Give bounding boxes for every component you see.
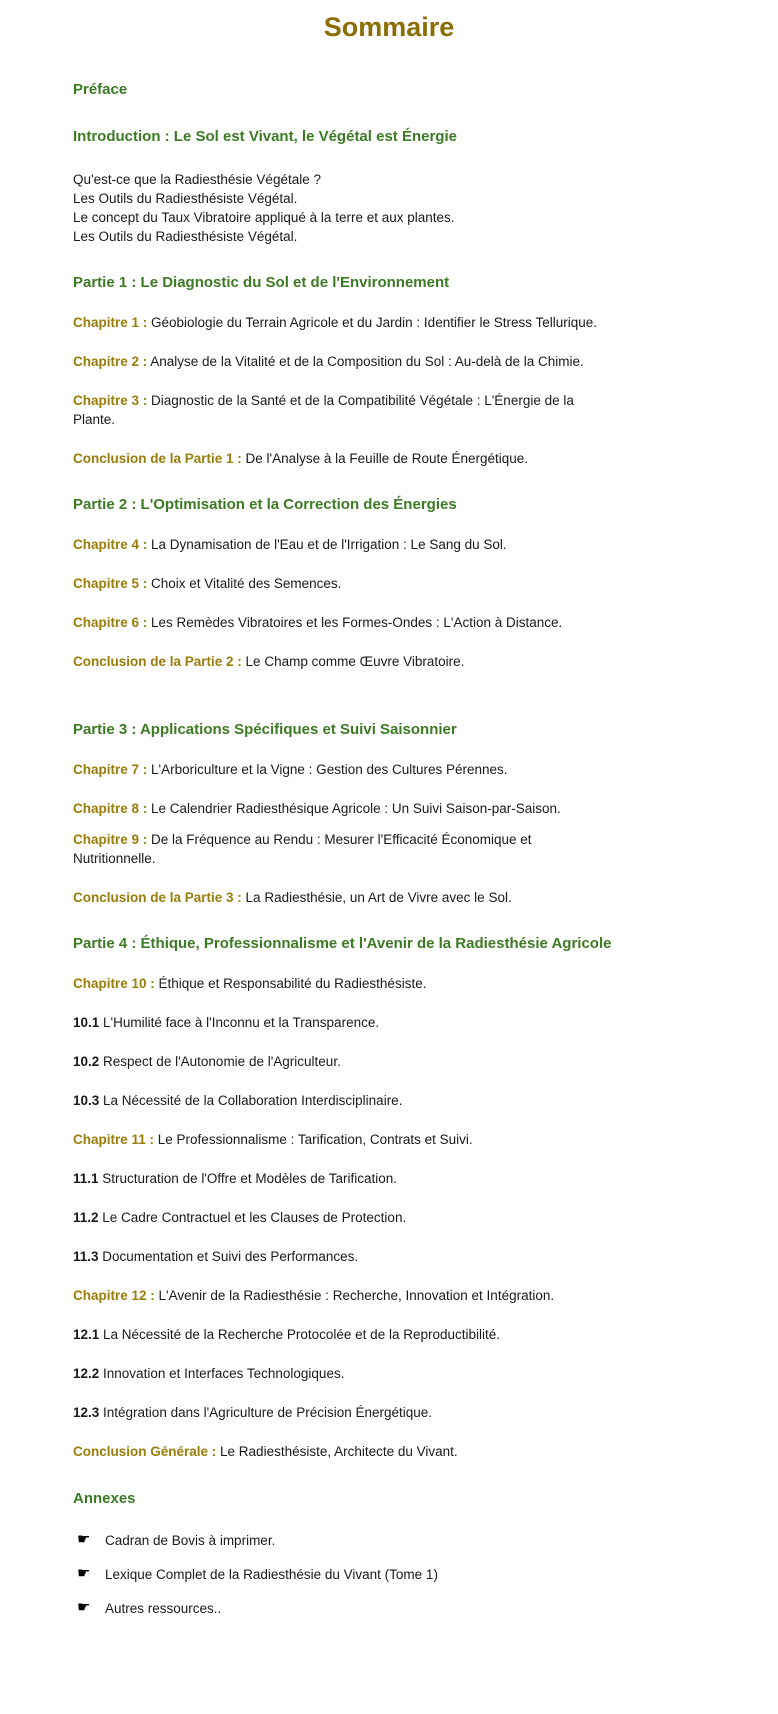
- entry-label: Chapitre 10 :: [73, 976, 155, 991]
- list-item: Le concept du Taux Vibratoire appliqué à la terre et aux plantes.: [73, 210, 455, 225]
- entry-number: 10.3: [73, 1093, 100, 1108]
- annexes-list: [73, 1509, 615, 1618]
- entry-label: Chapitre 7 :: [73, 762, 148, 777]
- list-item: Les Outils du Radiesthésiste Végétal.: [73, 229, 298, 244]
- toc-entry: [73, 818, 615, 868]
- entry-text: Diagnostic de la Santé et de la Compatibilité Végétale : L'Énergie de la Plante.: [73, 393, 574, 427]
- entry-text: L'Humilité face à l'Inconnu et la Transparence.: [99, 1015, 380, 1030]
- table-of-contents: [73, 44, 615, 1640]
- entry-text: Le Radiesthésiste, Architecte du Vivant.: [216, 1444, 458, 1459]
- entry-label: Conclusion Générale :: [73, 1444, 217, 1459]
- section-heading-partie-1: Partie 1 : Le Diagnostic du Sol et de l'Environnement: [73, 274, 450, 291]
- entry-text: La Nécessité de la Recherche Protocolée et de la Reproductibilité.: [99, 1327, 501, 1342]
- entry-label: Conclusion de la Partie 2 :: [73, 654, 242, 669]
- entry-text: La Nécessité de la Collaboration Interdisciplinaire.: [99, 1093, 403, 1108]
- list-item: Les Outils du Radiesthésiste Végétal.: [73, 191, 298, 206]
- section-heading-partie-2: Partie 2 : L'Optimisation et la Correction des Énergies: [73, 496, 457, 513]
- toc-subentry: [73, 1383, 615, 1422]
- list-item-label: Lexique Complet de la Radiesthésie du Vivant (Tome 1): [105, 1567, 438, 1582]
- toc-entry-conclusion: [73, 632, 615, 671]
- toc-subentry: [73, 993, 615, 1032]
- toc-entry: [73, 779, 615, 818]
- toc-subentry: [73, 1344, 615, 1383]
- list-item: Qu'est-ce que la Radiesthésie Végétale ?: [73, 172, 321, 187]
- toc-subentry: [73, 1305, 615, 1344]
- entry-text: La Radiesthésie, un Art de Vivre avec le Sol.: [241, 890, 512, 905]
- toc-entry: [73, 1266, 615, 1305]
- entry-number: 11.1: [73, 1171, 99, 1186]
- entry-text: La Dynamisation de l'Eau et de l'Irrigation : Le Sang du Sol.: [147, 537, 507, 552]
- section-heading-preface: Préface: [73, 81, 128, 98]
- toc-entry-conclusion: [73, 429, 615, 468]
- entry-text: Le Calendrier Radiesthésique Agricole : Un Suivi Saison-par-Saison.: [147, 801, 561, 816]
- list-item: [73, 1531, 615, 1550]
- toc-subentry: [73, 1149, 615, 1188]
- entry-text: L'Arboriculture et la Vigne : Gestion des Cultures Pérennes.: [147, 762, 508, 777]
- toc-entry: [73, 515, 615, 554]
- toc-subentry: [73, 1188, 615, 1227]
- list-item: [73, 1584, 615, 1618]
- section-heading-partie-3: Partie 3 : Applications Spécifiques et Suivi Saisonnier: [73, 721, 457, 738]
- entry-label: Chapitre 3 :: [73, 393, 148, 408]
- entry-text: Choix et Vitalité des Semences.: [147, 576, 342, 591]
- toc-subentry: [73, 1032, 615, 1071]
- toc-entry: [73, 293, 615, 332]
- entry-number: 12.1: [73, 1327, 100, 1342]
- entry-text: Géobiologie du Terrain Agricole et du Jardin : Identifier le Stress Tellurique.: [147, 315, 598, 330]
- pointing-hand-icon: ☛: [77, 1531, 91, 1548]
- entry-text: L'Avenir de la Radiesthésie : Recherche, Innovation et Intégration.: [154, 1288, 555, 1303]
- entry-text: Les Remèdes Vibratoires et les Formes-Ondes : L'Action à Distance.: [147, 615, 563, 630]
- entry-text: De la Fréquence au Rendu : Mesurer l'Efficacité Économique et Nutritionnelle.: [73, 832, 532, 866]
- entry-label: Chapitre 6 :: [73, 615, 148, 630]
- bottom-spacer: [73, 1618, 615, 1640]
- entry-text: Analyse de la Vitalité et de la Composition du Sol : Au-delà de la Chimie.: [147, 354, 584, 369]
- toc-entry: [73, 1110, 615, 1149]
- entry-number: 10.2: [73, 1054, 100, 1069]
- entry-text: Éthique et Responsabilité du Radiesthésiste.: [154, 976, 427, 991]
- entry-label: Chapitre 4 :: [73, 537, 148, 552]
- toc-subentry: [73, 1071, 615, 1110]
- toc-entry: [73, 740, 615, 779]
- entry-label: Chapitre 8 :: [73, 801, 148, 816]
- entry-text: Le Champ comme Œuvre Vibratoire.: [241, 654, 465, 669]
- entry-text: Intégration dans l'Agriculture de Précision Énergétique.: [99, 1405, 433, 1420]
- entry-label: Chapitre 11 :: [73, 1132, 155, 1147]
- entry-text: Le Cadre Contractuel et les Clauses de Protection.: [98, 1210, 407, 1225]
- entry-number: 11.3: [73, 1249, 99, 1264]
- section-heading-annexes: Annexes: [73, 1490, 136, 1507]
- entry-label: Conclusion de la Partie 3 :: [73, 890, 242, 905]
- entry-label: Chapitre 2 :: [73, 354, 148, 369]
- toc-entry-conclusion: [73, 868, 615, 907]
- page-title: Sommaire: [323, 12, 455, 42]
- list-item-label: Autres ressources..: [105, 1601, 222, 1616]
- entry-number: 10.1: [73, 1015, 100, 1030]
- toc-entry: [73, 954, 615, 993]
- entry-label: Chapitre 5 :: [73, 576, 148, 591]
- pointing-hand-icon: ☛: [77, 1599, 91, 1616]
- entry-text: Respect de l'Autonomie de l'Agriculteur.: [99, 1054, 341, 1069]
- entry-label: Chapitre 9 :: [73, 832, 148, 847]
- entry-number: 12.2: [73, 1366, 100, 1381]
- entry-number: 12.3: [73, 1405, 100, 1420]
- entry-label: Conclusion de la Partie 1 :: [73, 451, 242, 466]
- toc-subentry: [73, 1227, 615, 1266]
- entry-text: De l'Analyse à la Feuille de Route Énergétique.: [241, 451, 529, 466]
- entry-label: Chapitre 12 :: [73, 1288, 155, 1303]
- entry-number: 11.2: [73, 1210, 99, 1225]
- entry-label: Chapitre 1 :: [73, 315, 148, 330]
- introduction-line-list: [73, 147, 615, 246]
- toc-entry: [73, 593, 615, 632]
- toc-entry: [73, 371, 615, 429]
- entry-text: Le Professionnalisme : Tarification, Contrats et Suivi.: [154, 1132, 473, 1147]
- toc-entry-conclusion-general: [73, 1422, 615, 1461]
- list-item-label: Cadran de Bovis à imprimer.: [105, 1533, 276, 1548]
- entry-text: Innovation et Interfaces Technologiques.: [99, 1366, 345, 1381]
- toc-entry: [73, 332, 615, 371]
- toc-entry: [73, 554, 615, 593]
- entry-text: Documentation et Suivi des Performances.: [98, 1249, 359, 1264]
- section-heading-introduction: Introduction : Le Sol est Vivant, le Végétal est Énergie: [73, 128, 457, 145]
- entry-text: Structuration de l'Offre et Modèles de Tarification.: [98, 1171, 398, 1186]
- section-heading-partie-4: Partie 4 : Éthique, Professionnalisme et l'Avenir de la Radiesthésie Agricole: [73, 935, 612, 952]
- pointing-hand-icon: ☛: [77, 1565, 91, 1582]
- list-item: [73, 1550, 615, 1584]
